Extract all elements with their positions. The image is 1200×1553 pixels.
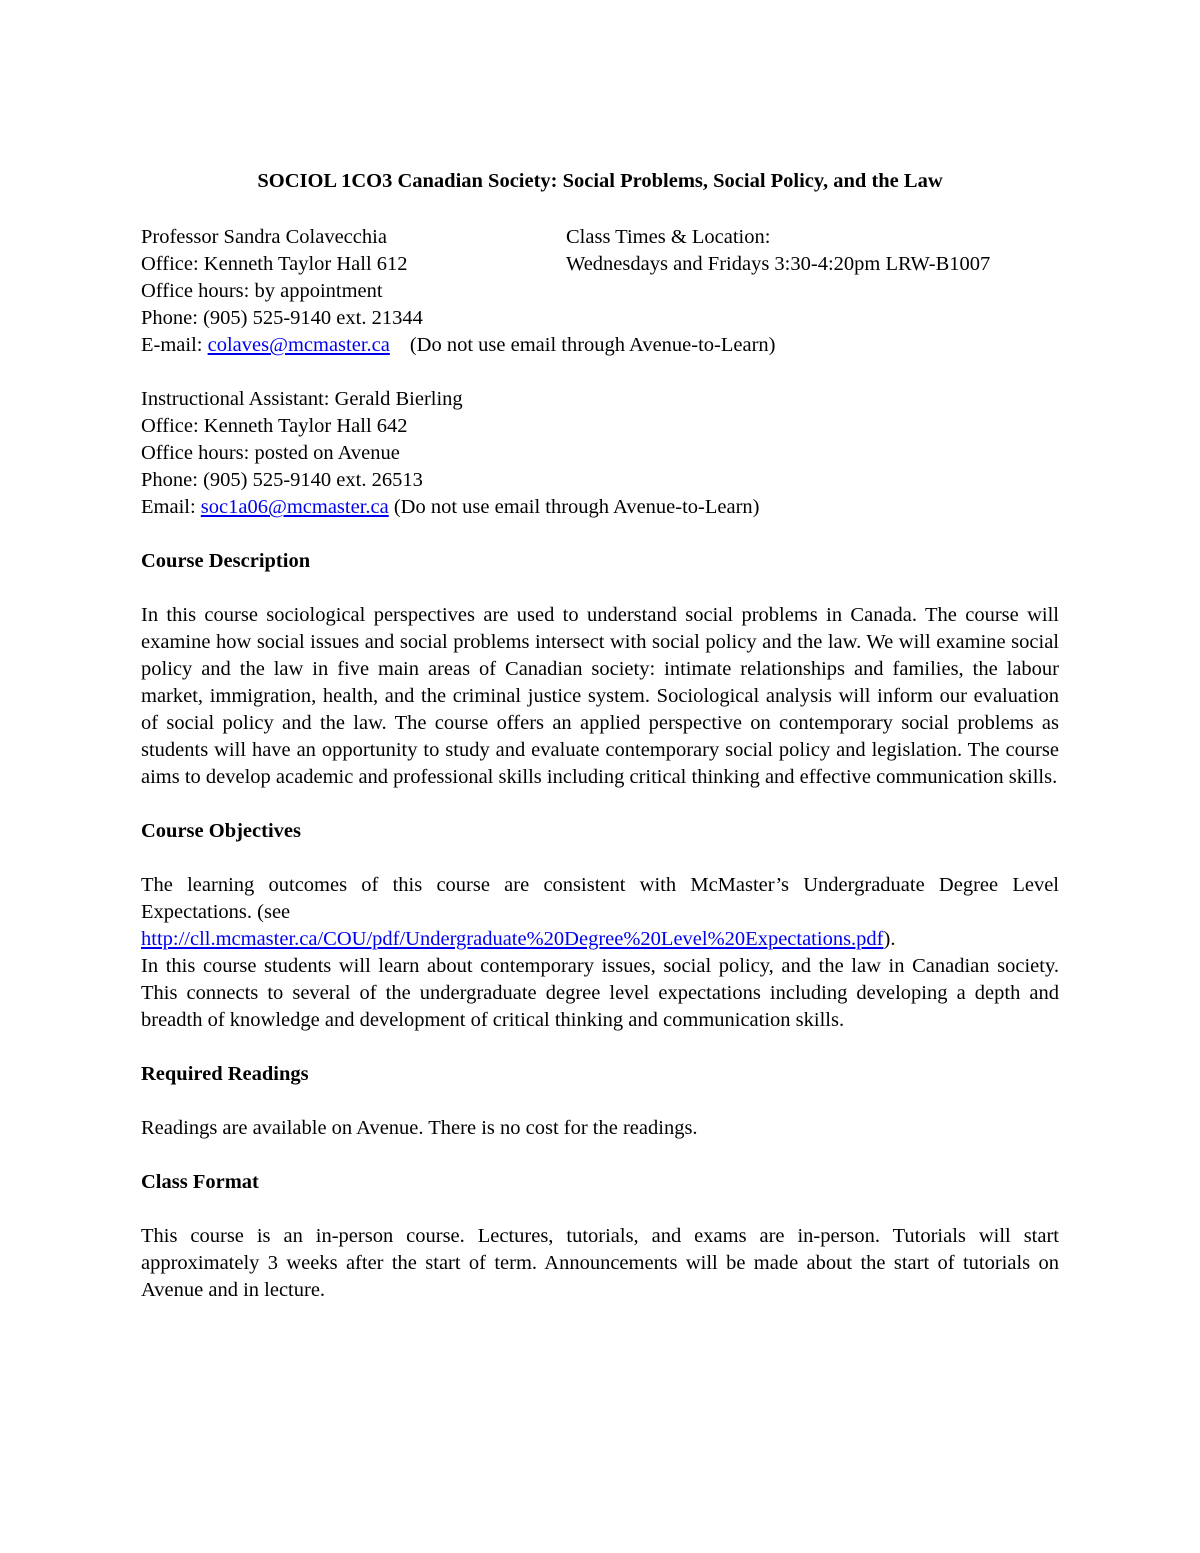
professor-email-line	[141, 332, 1059, 359]
professor-email-link[interactable]: colaves@mcmaster.ca	[207, 334, 390, 356]
document-page	[141, 168, 1059, 1304]
course-objectives-heading: Course Objectives	[141, 820, 301, 842]
class-format-text: This course is an in-person course. Lectures, tutorials, and exams are in-person. Tutorials will start approximately 3 weeks after the start of term. Announcements will be made about the start of tutorials on Avenue and in lecture.	[141, 1225, 1059, 1301]
professor-hours: Office hours: by appointment	[141, 280, 383, 302]
professor-phone: Phone: (905) 525-9140 ext. 21344	[141, 307, 423, 329]
assistant-email-note: (Do not use email through Avenue-to-Learn)	[388, 496, 760, 518]
class-times-value: Wednesdays and Fridays 3:30-4:20pm LRW-B1007	[566, 253, 991, 275]
course-objectives-text-1: The learning outcomes of this course are consistent with McMaster’s Undergraduate Degree Level Expectations. (see	[141, 874, 1059, 923]
assistant-hours: Office hours: posted on Avenue	[141, 442, 400, 464]
required-readings-heading: Required Readings	[141, 1063, 309, 1085]
assistant-name: Instructional Assistant: Gerald Bierling	[141, 388, 463, 410]
contact-row-2	[141, 251, 1059, 278]
course-objectives-text-2: In this course students will learn about contemporary issues, social policy, and the law in Canadian society. This connects to several of the undergraduate degree level expectations including developing a depth and breadth of knowledge and development of critical thinking and communication skills.	[141, 955, 1059, 1031]
assistant-office: Office: Kenneth Taylor Hall 642	[141, 415, 408, 437]
assistant-email-label: Email:	[141, 496, 201, 518]
assistant-phone: Phone: (905) 525-9140 ext. 26513	[141, 469, 423, 491]
course-description-text: In this course sociological perspectives are used to understand social problems in Canada. The course will examine how social issues and social problems intersect with social policy and the law. We will examine social policy and the law in five main areas of Canadian society: intimate relationships and families, the labour market, immigration, health, and the criminal justice system. Sociological analysis will inform our evaluation of social policy and the law. The course offers an applied perspective on contemporary social problems as students will have an opportunity to study and evaluate contemporary social policy and legislation. The course aims to develop academic and professional skills including critical thinking and effective communication skills.	[141, 604, 1059, 788]
course-description-heading: Course Description	[141, 550, 311, 572]
page-title: SOCIOL 1CO3 Canadian Society: Social Problems, Social Policy, and the Law	[257, 170, 943, 192]
assistant-email-line	[141, 494, 1059, 521]
professor-name: Professor Sandra Colavecchia	[141, 226, 387, 248]
objectives-link-line	[141, 926, 1059, 953]
professor-office: Office: Kenneth Taylor Hall 612	[141, 253, 408, 275]
class-times-label: Class Times & Location:	[566, 226, 771, 248]
objectives-link[interactable]: http://cll.mcmaster.ca/COU/pdf/Undergraduate%20Degree%20Level%20Expectations.pdf	[141, 928, 884, 950]
assistant-email-link[interactable]: soc1a06@mcmaster.ca	[200, 496, 389, 518]
contact-row-1	[141, 224, 1059, 251]
objectives-link-after: ).	[883, 928, 896, 950]
professor-email-label: E-mail:	[141, 334, 208, 356]
professor-email-note: (Do not use email through Avenue-to-Learn)	[409, 334, 776, 356]
required-readings-text: Readings are available on Avenue. There is no cost for the readings.	[141, 1117, 698, 1139]
class-format-heading: Class Format	[141, 1171, 259, 1193]
